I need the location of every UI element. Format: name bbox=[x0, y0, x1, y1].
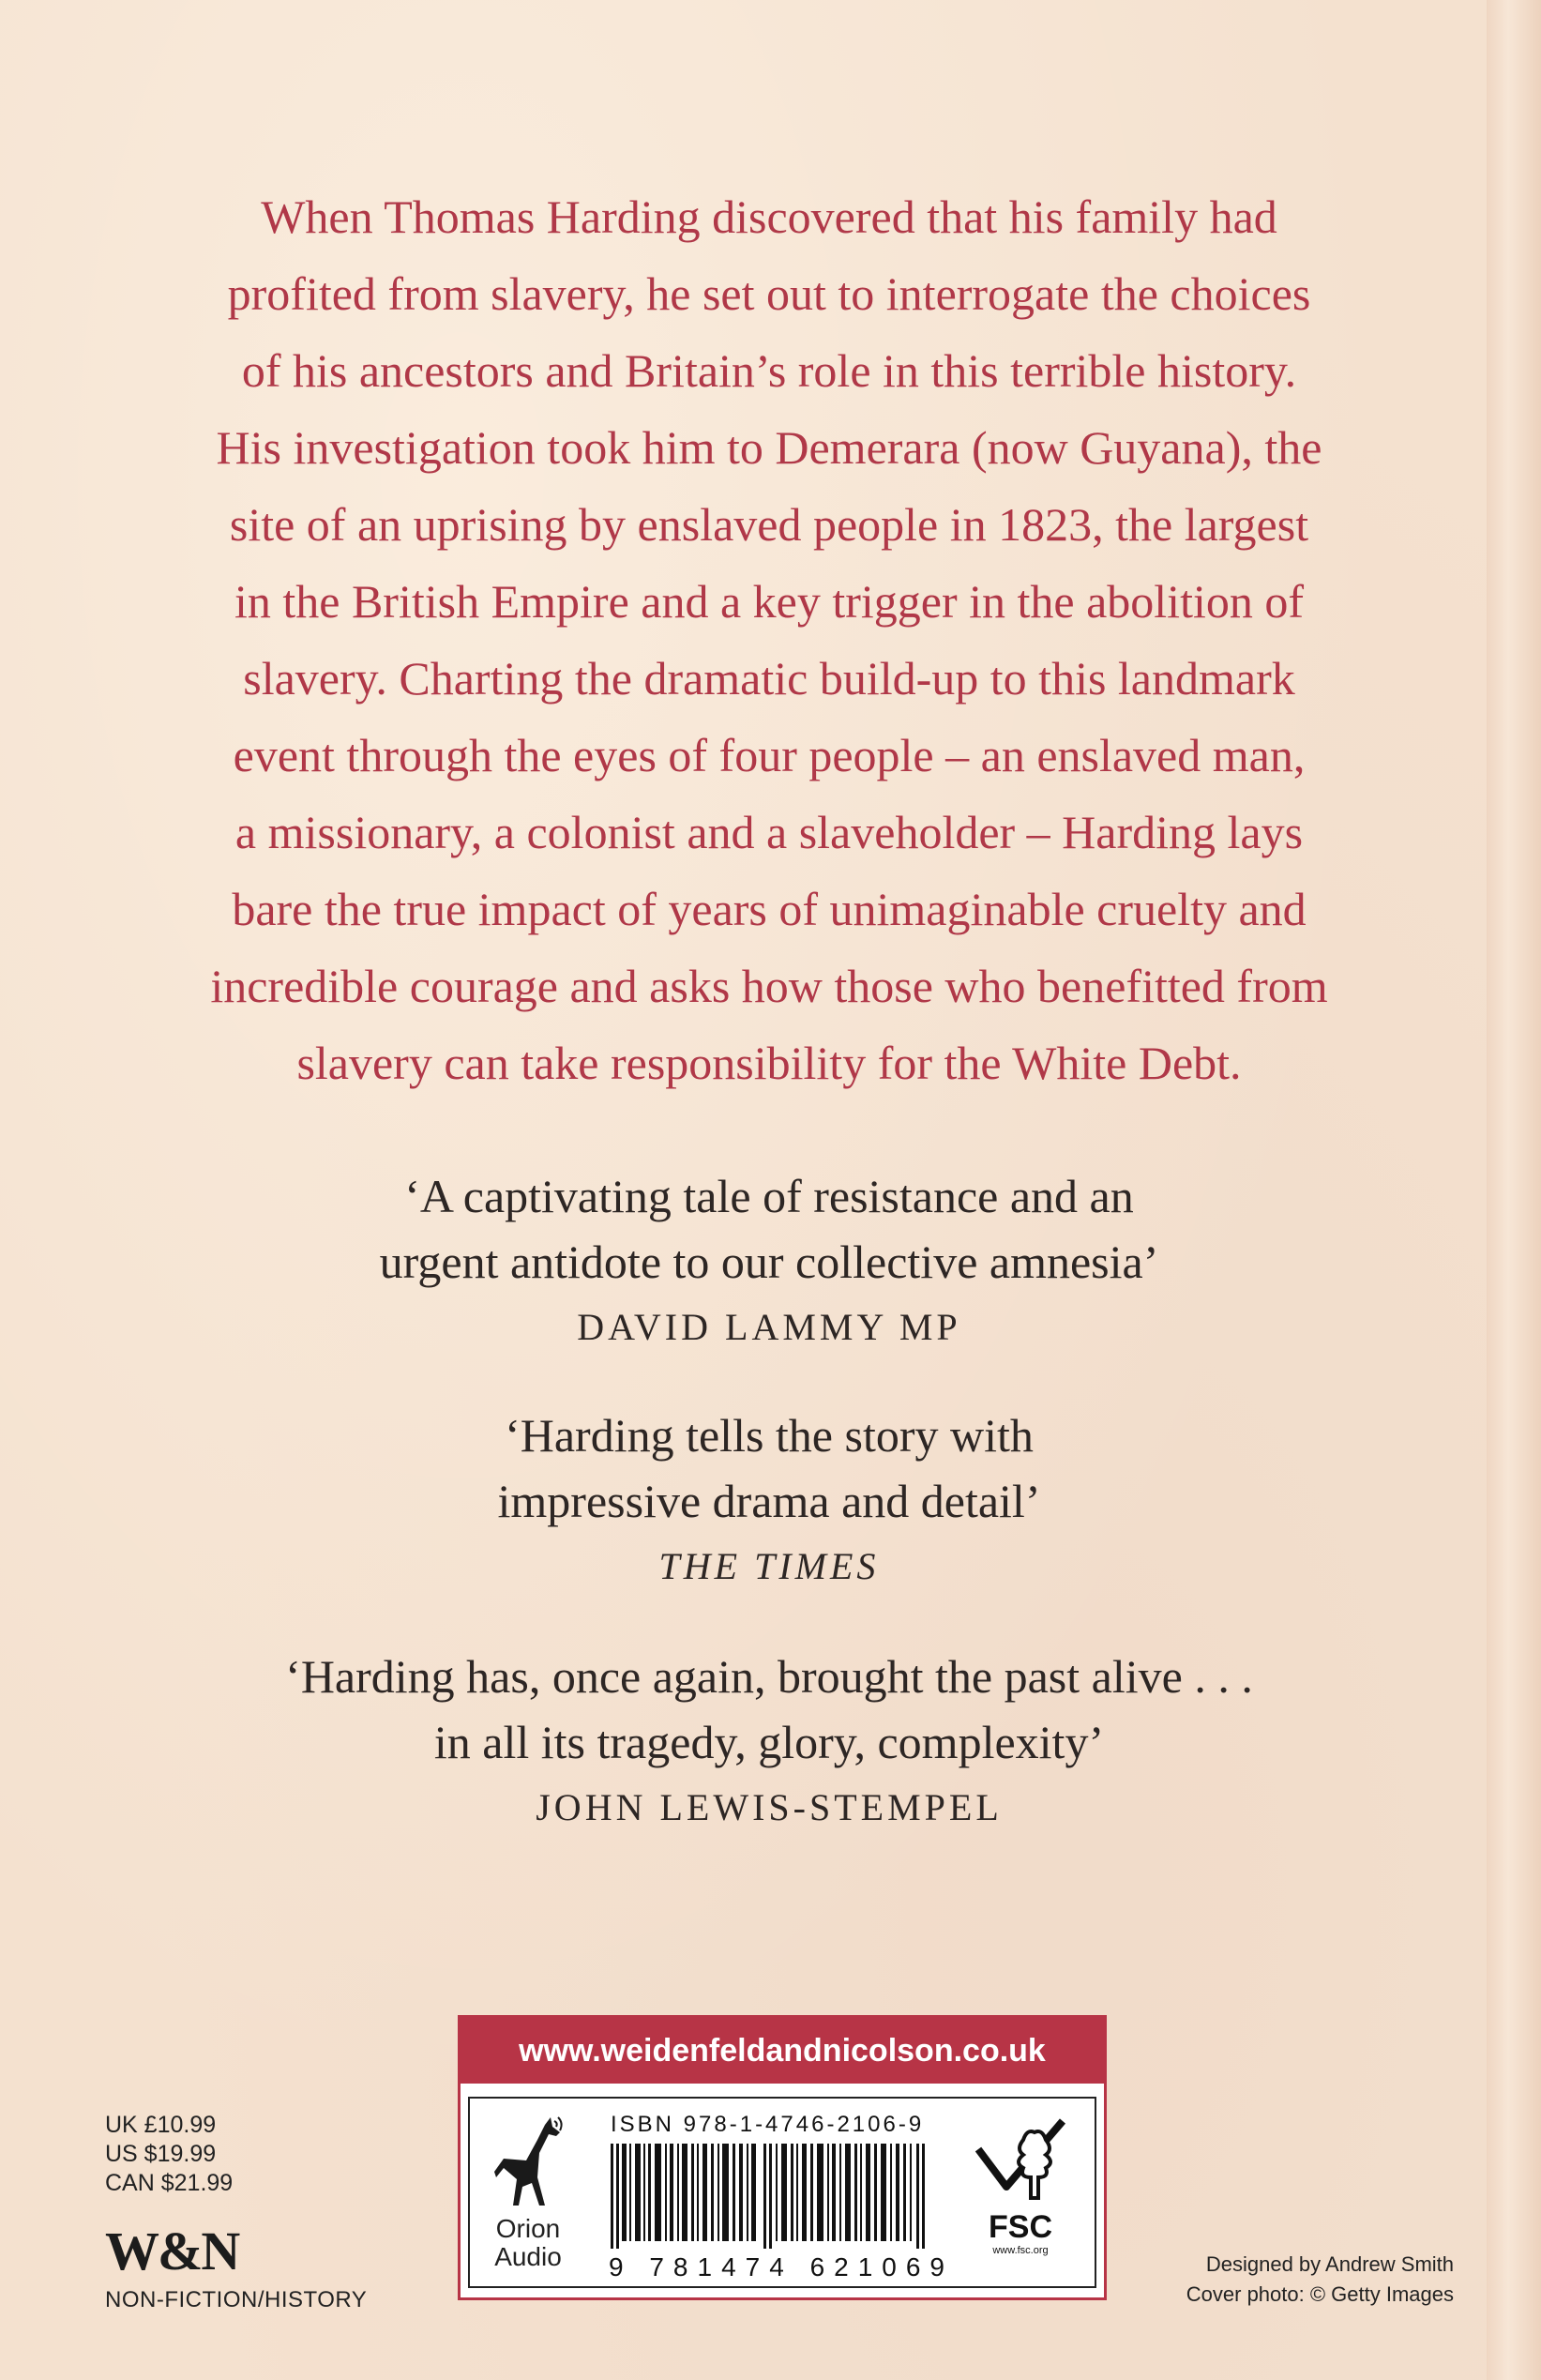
blurb-line: profited from slavery, he set out to interrogate the choices bbox=[227, 267, 1311, 320]
blurb-line: incredible courage and asks how those who benefitted from bbox=[210, 960, 1328, 1012]
price-can: CAN $21.99 bbox=[105, 2170, 234, 2196]
publisher-url: www.weidenfeldandnicolson.co.uk bbox=[461, 2018, 1104, 2084]
orion-audio-logo bbox=[481, 2112, 575, 2281]
credits bbox=[1144, 2250, 1454, 2310]
barcode-box bbox=[458, 2015, 1107, 2300]
publisher-logo: W&N bbox=[105, 2221, 239, 2281]
quote-line: ‘Harding has, once again, brought the past alive . . . bbox=[285, 1650, 1253, 1703]
quote-line: ‘Harding tells the story with bbox=[505, 1409, 1034, 1462]
quote-line: urgent antidote to our collective amnesia’ bbox=[379, 1235, 1159, 1288]
isbn-text: ISBN 978-1-4746-2106-9 bbox=[611, 2112, 925, 2137]
blurb bbox=[150, 178, 1388, 1101]
quote-line: ‘A captivating tale of resistance and an bbox=[404, 1170, 1134, 1222]
review-quote bbox=[150, 1402, 1388, 1596]
blurb-line: When Thomas Harding discovered that his family had bbox=[261, 190, 1277, 243]
price-uk: UK £10.99 bbox=[105, 2112, 217, 2138]
blurb-line: in the British Empire and a key trigger in the abolition of bbox=[234, 575, 1304, 628]
quote-line: in all its tragedy, glory, complexity’ bbox=[433, 1716, 1105, 1768]
blurb-line: event through the eyes of four people – an enslaved man, bbox=[233, 729, 1306, 781]
blurb-line: bare the true impact of years of unimaginable cruelty and bbox=[232, 883, 1307, 935]
review-quote bbox=[150, 1163, 1388, 1357]
quote-line: impressive drama and detail’ bbox=[497, 1475, 1041, 1527]
ean-digits: 9 781474 621069 bbox=[609, 2252, 954, 2281]
review-quote bbox=[150, 1644, 1388, 1837]
blurb-line: of his ancestors and Britain’s role in this terrible history. bbox=[241, 344, 1297, 397]
blurb-line: a missionary, a colonist and a slaveholder – Harding lays bbox=[234, 806, 1304, 858]
quote-attribution: DAVID LAMMY MP bbox=[577, 1306, 961, 1348]
blurb-line: site of an uprising by enslaved people in 1823, the largest bbox=[229, 498, 1309, 551]
fsc-logo bbox=[959, 2112, 1081, 2257]
quote-attribution: JOHN LEWIS-STEMPEL bbox=[536, 1786, 1003, 1828]
audio-label: Audio bbox=[494, 2242, 562, 2271]
quote-attribution: THE TIMES bbox=[658, 1545, 880, 1587]
page-edge bbox=[1487, 0, 1541, 2380]
designer-credit: Designed by Andrew Smith bbox=[1205, 2252, 1454, 2276]
greyhound-icon bbox=[491, 2112, 566, 2215]
photo-credit: Cover photo: © Getty Images bbox=[1186, 2282, 1454, 2306]
price-us: US $19.99 bbox=[105, 2141, 217, 2167]
barcode-panel bbox=[468, 2097, 1096, 2288]
orion-label: Orion bbox=[495, 2214, 561, 2243]
tree-check-icon bbox=[969, 2112, 1072, 2206]
barcode-icon bbox=[611, 2144, 929, 2249]
fsc-url: www.fsc.org bbox=[992, 2245, 1049, 2256]
blurb-line: slavery. Charting the dramatic build-up to this landmark bbox=[243, 652, 1295, 705]
fsc-label: FSC bbox=[989, 2209, 1052, 2245]
blurb-line: slavery can take responsibility for the White Debt. bbox=[296, 1037, 1242, 1089]
price-list bbox=[105, 2111, 233, 2198]
category-label: NON-FICTION/HISTORY bbox=[105, 2287, 368, 2312]
blurb-line: His investigation took him to Demerara (now Guyana), the bbox=[216, 421, 1322, 474]
